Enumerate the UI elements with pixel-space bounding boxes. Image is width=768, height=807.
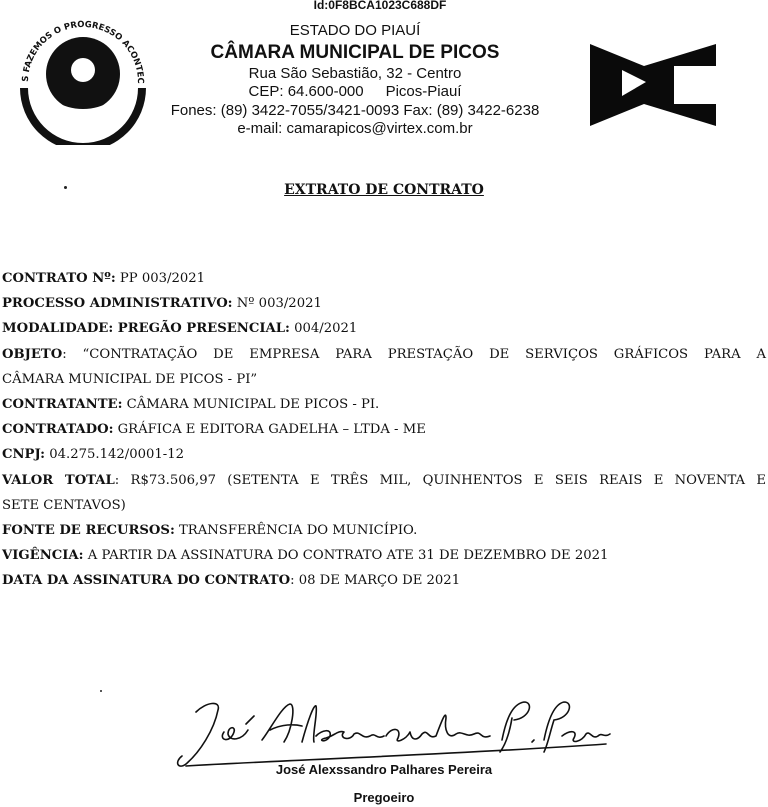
field-label: CONTRATADO:: [2, 422, 114, 438]
camara-seal-logo: [12, 10, 154, 149]
field-processo: [2, 291, 766, 316]
field-vigencia: [2, 543, 766, 568]
cep-city: [150, 83, 560, 102]
emblem-icon: [588, 40, 718, 130]
cep: CEP: 64.600-000: [248, 83, 364, 100]
email: e-mail: camarapicos@virtex.com.br: [237, 120, 473, 137]
field-value: CÂMARA MUNICIPAL DE PICOS - PI.: [122, 397, 380, 413]
field-label: CNPJ:: [2, 447, 46, 463]
scan-speck: [100, 690, 102, 692]
address: Rua São Sebastião, 32 - Centro: [248, 64, 462, 82]
field-value: PP 003/2021: [115, 271, 206, 286]
field-value: : 08 DE MARÇO DE 2021: [290, 573, 461, 589]
signatory-role: Pregoeiro: [353, 790, 415, 805]
field-value: TRANSFERÊNCIA DO MUNICÍPIO.: [174, 523, 418, 539]
field-value: GRÁFICA E EDITORA GADELHA – LTDA - ME: [113, 422, 426, 438]
field-objeto-continued: CÂMARA MUNICIPAL DE PICOS - PI”: [2, 371, 258, 387]
letterhead: [150, 22, 560, 139]
seal-icon: [12, 10, 154, 145]
phones: Fones: (89) 3422-7055/3421-0093 Fax: (89) 3422-6238: [170, 101, 540, 119]
field-label: CONTRATANTE:: [2, 397, 123, 413]
field-modalidade: [2, 316, 766, 341]
contract-fields: [2, 266, 766, 594]
svg-text:MUNICIPAL: [64, 124, 102, 135]
state-name: ESTADO DO PIAUÍ: [289, 22, 421, 39]
field-label: OBJETO: [2, 346, 63, 362]
field-label: PROCESSO ADMINISTRATIVO:: [2, 296, 233, 312]
camara-emblem-logo: [588, 40, 718, 134]
field-label: FONTE DE RECURSOS:: [2, 523, 175, 539]
field-valor-total: [2, 468, 766, 493]
field-cnpj: [2, 442, 766, 467]
field-valor-total-continued: SETE CENTAVOS): [2, 497, 126, 513]
field-objeto: [2, 342, 766, 367]
field-value: 004/2021: [289, 321, 358, 337]
field-label: CONTRATO Nº:: [2, 271, 116, 286]
field-value: : R$73.506,97 (SETENTA E TRÊS MIL, QUINHENTOS E SEIS REAIS E NOVENTA E: [114, 472, 766, 488]
city: Picos-Piauí: [385, 83, 462, 100]
field-value: 04.275.142/0001-12: [45, 447, 184, 463]
field-label: VIGÊNCIA:: [2, 548, 84, 564]
field-data-assinatura: [2, 568, 766, 593]
field-label: DATA DA ASSINATURA DO CONTRATO: [2, 573, 291, 589]
field-contratante: [2, 392, 766, 417]
document-title: EXTRATO DE CONTRATO: [284, 182, 484, 198]
field-fonte: [2, 518, 766, 543]
document-id: Id:0F8BCA1023C688DF: [313, 0, 447, 12]
field-value: Nº 003/2021: [232, 296, 322, 312]
field-value: A PARTIR DA ASSINATURA DO CONTRATO ATE 31 DE DEZEMBRO DE 2021: [83, 548, 609, 564]
field-contrato: [2, 266, 766, 291]
handwritten-signature: [166, 690, 616, 770]
field-value: : “CONTRATAÇÃO DE EMPRESA PARA PRESTAÇÃO DE SERVIÇOS GRÁFICOS PARA A: [62, 346, 766, 362]
field-contratado: [2, 417, 766, 442]
field-label: VALOR TOTAL: [2, 472, 115, 488]
seal-bottom-text: MUNICIPAL: [64, 123, 102, 135]
signatory-name: José Alexssandro Palhares Pereira: [275, 762, 493, 777]
seal-top-text: S FAZEMOS O PROGRESSO ACONTEC: [20, 19, 146, 84]
field-label: MODALIDADE: PREGÃO PRESENCIAL:: [2, 321, 290, 337]
institution-name: CÂMARA MUNICIPAL DE PICOS: [210, 41, 500, 63]
